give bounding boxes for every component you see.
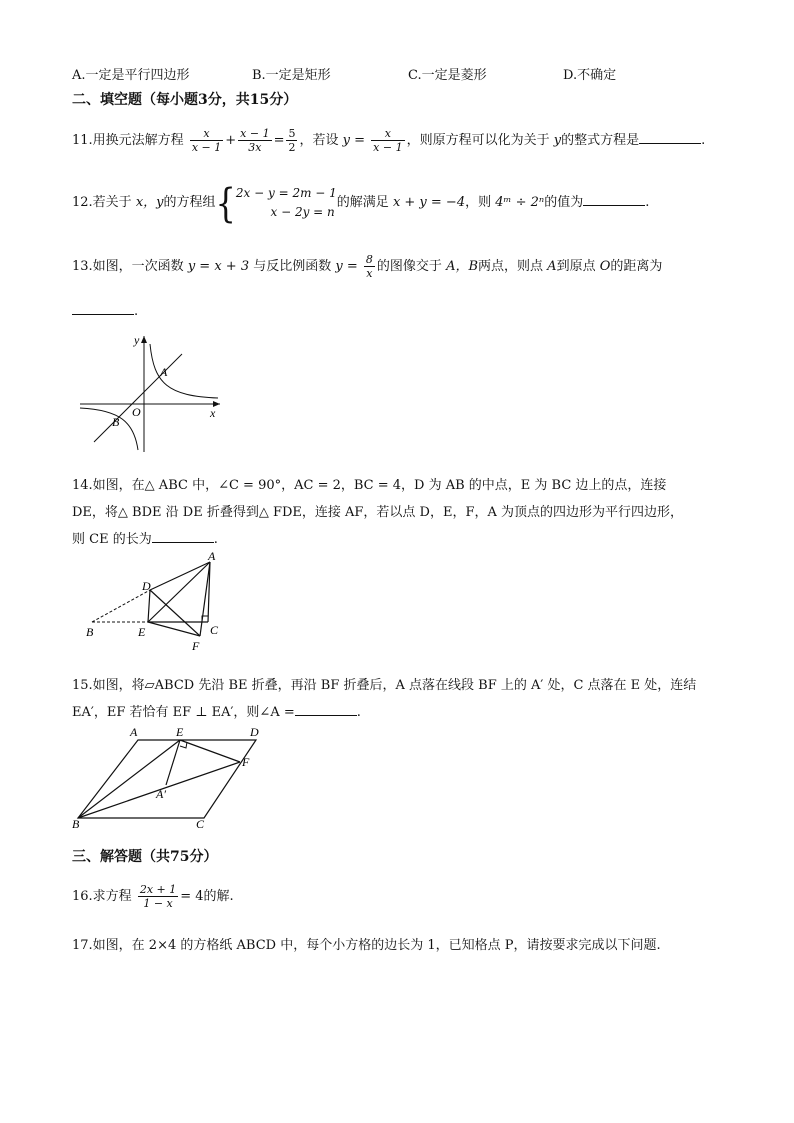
fraction: $\frac{x}{x - 1}$ [373,127,403,154]
figure-13-graph [72,330,232,460]
figure-15-parallelogram [70,722,270,830]
hyperbola-branch-2 [80,408,138,450]
question-13-answer: . [72,304,138,319]
option-b: B.一定是矩形 [252,68,331,83]
fraction: $\frac{x}{x - 1}$ [191,127,222,154]
option-c: C.一定是菱形 [408,68,487,83]
point-d-label: D [142,579,151,593]
section-3-title: 三、解答题（共75分） [72,849,218,865]
linear-function-line [94,354,182,442]
x-axis-label: x [210,406,216,420]
answer-blank[interactable] [152,542,214,543]
answer-blank[interactable] [295,715,357,716]
question-12: 12.若关于 x，y的方程组{ 2x − y = 2m − 1 x − 2y = n 的解满足 x + y = −4，则 4ᵐ ÷ 2ⁿ的值为 . [72,178,650,227]
point-a-label: A [160,365,168,379]
answer-blank[interactable] [72,314,134,315]
point-e-label: E [138,625,146,639]
point-f-label: F [192,639,200,653]
right-angle-mark [180,742,187,748]
option-a: A.一定是平行四边形 [72,68,190,83]
equation-system: 2x − y = 2m − 1 x − 2y = n [235,185,337,219]
segment-de [148,590,150,622]
point-b-label: B [112,415,120,429]
brace-icon: { [215,178,236,227]
origin-label: O [132,405,141,419]
segment-ef [180,740,240,762]
point-c-label: C [210,623,219,637]
question-16: 16.求方程 $\frac{2x + 1}{1 - x}$ = 4的解. [72,883,234,910]
answer-blank[interactable] [639,143,701,144]
answer-blank[interactable] [583,205,645,206]
question-14: 14.如图，在△ ABC 中，∠C = 90°，AC = 2，BC = 4，D 为 AB 的中点，E 为 BC 边上的点，连接 DE，将△ BDE 沿 DE 折叠得到△ FDE，连接 AF，若以点 D，E，F，A 为顶点的四边形为平行四边形， 则 CE 的长为 . [72,478,684,547]
point-b-label: B [72,817,80,830]
fraction: $\frac{5}{2}$ [288,127,296,154]
point-f-label: F [242,755,250,769]
section-2-title: 二、填空题（每小题3分，共15分） [72,92,298,108]
y-axis-label: y [134,333,140,347]
question-15: 15.如图，将▱ABCD 先沿 BE 折叠，再沿 BF 折叠后，A 点落在线段 BF 上的 A′ 处，C 点落在 E 处，连结 EA′，EF 若恰有 EF ⊥ EA′，则∠A = . [72,678,697,720]
point-b-label: B [86,625,94,639]
point-d-label: D [250,725,259,739]
point-a-label: A [208,549,216,563]
question-17: 17.如图，在 2×4 的方格纸 ABCD 中，每个小方格的边长为 1，已知格点 P，请按要求完成以下问题. [72,938,661,953]
point-e-label: E [176,725,184,739]
question-13: 13.如图，一次函数 y = x + 3 与反比例函数 y = $\frac{8}{x}$ 的图像交于 A，B两点，则点 A到原点 O的距离为 [72,253,663,280]
fraction: $\frac{8}{x}$ [365,253,373,280]
point-c-label: C [196,817,205,830]
segment-da [150,562,210,590]
segment-ea [148,562,210,622]
fraction: $\frac{2x + 1}{1 - x}$ [139,883,177,910]
option-d: D.不确定 [563,68,617,83]
parallelogram-abcd [78,740,256,818]
segment-ea1 [166,740,180,785]
point-a-prime-label: A′ [156,787,166,801]
question-11: 11.用换元法解方程 $\frac{x}{x - 1}$ + $\frac{x - 1}{3x}$ = $\frac{5}{2}$ ，若设 y = $\frac{x}{x - 1}$ ，则原方程可以化为关于 y的整式方程是 . [72,127,706,154]
y-axis-arrow-icon [141,336,147,343]
point-a-label: A [130,725,138,739]
fraction: $\frac{x - 1}{3x}$ [240,127,270,154]
figure-14-triangle [80,548,230,658]
segment-bd [92,590,150,622]
